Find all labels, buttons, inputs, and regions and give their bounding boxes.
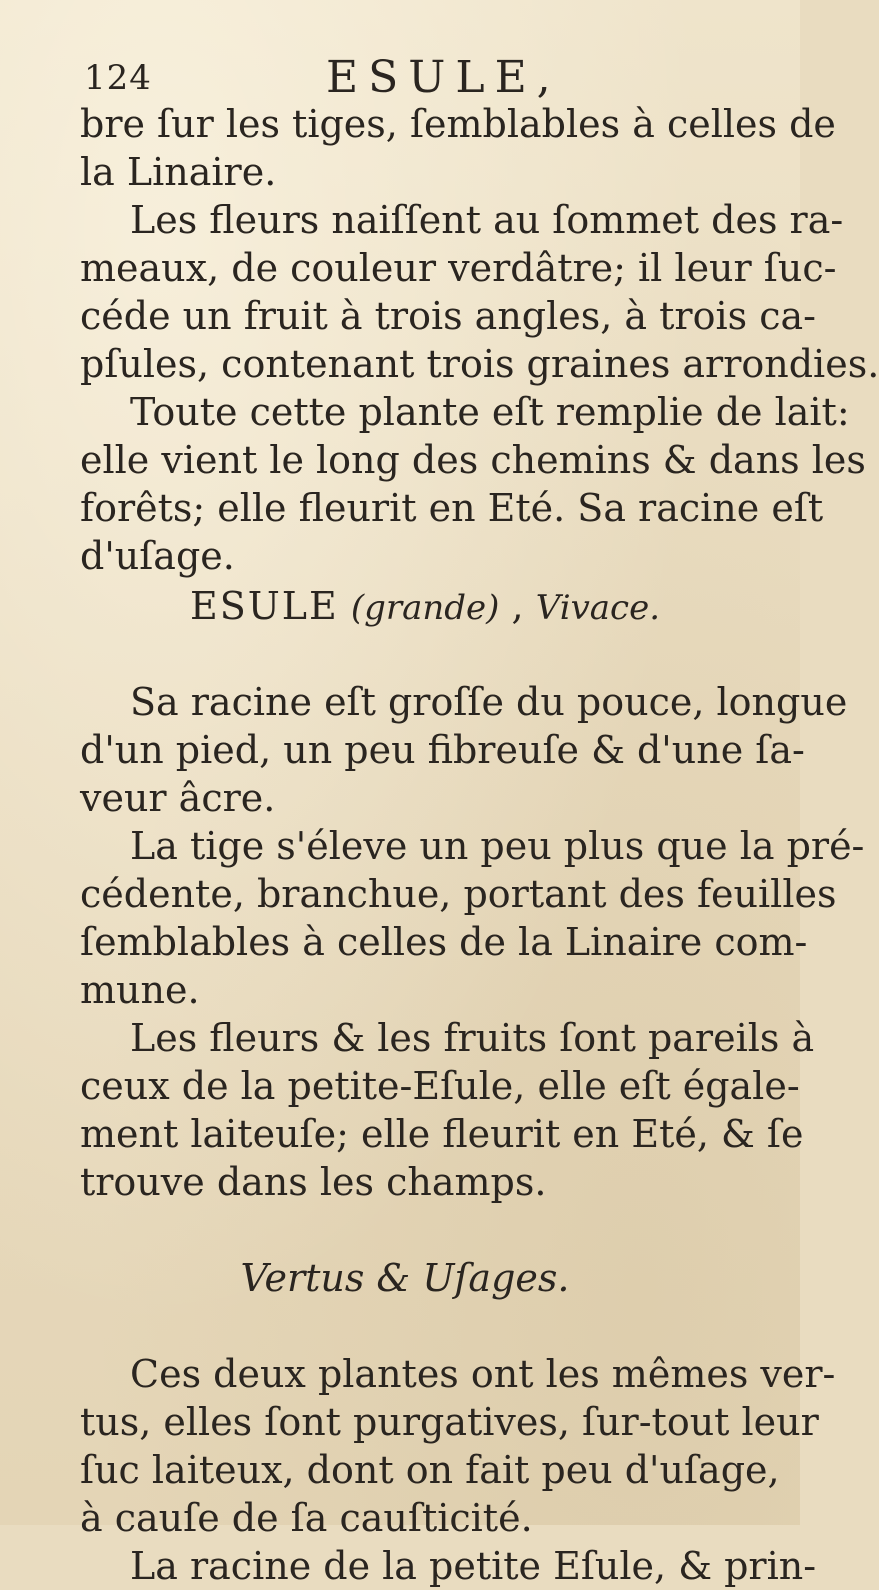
running-head (84, 52, 724, 102)
section-title: Vertus & Uſages. (240, 1256, 570, 1300)
paragraph-2 (80, 196, 879, 388)
text-line: ſuc laiteux, dont on fait peu d'uſage, (80, 1448, 780, 1492)
text-line: Ces deux plantes ont les mêmes ver- (130, 1352, 836, 1396)
paragraph-1 (80, 100, 836, 196)
paragraph-6 (80, 1014, 815, 1206)
running-head-title: ESULE, (326, 52, 561, 103)
text-line: bre ſur les tiges, ſemblables à celles de (80, 102, 836, 146)
text-line: mune. (80, 968, 200, 1012)
heading-separator: , (511, 584, 524, 628)
text-line: ſemblables à celles de la Linaire com- (80, 920, 808, 964)
paragraph-5 (80, 822, 865, 1014)
text-line: Sa racine eſt groſſe du pouce, longue (130, 680, 848, 724)
text-line: la Linaire. (80, 150, 277, 194)
paragraph-8 (80, 1542, 817, 1590)
heading-paren: (grande) (350, 588, 500, 628)
body-text (80, 100, 879, 1590)
text-line: à cauſe de ſa cauſticité. (80, 1496, 533, 1540)
text-line: La racine de la petite Eſule, & prin- (130, 1544, 817, 1588)
paragraph-7 (80, 1350, 836, 1542)
plant-heading (80, 582, 770, 630)
text-line: trouve dans les champs. (80, 1160, 547, 1204)
paragraph-4 (80, 678, 848, 822)
text-line: ment laiteuſe; elle fleurit en Eté, & ſe (80, 1112, 804, 1156)
text-line: forêts; elle fleurit en Eté. Sa racine eſt (80, 486, 824, 530)
text-line: La tige s'éleve un peu plus que la pré- (130, 824, 865, 868)
text-line: elle vient le long des chemins & dans les (80, 438, 866, 482)
paragraph-3 (80, 388, 866, 580)
text-line: tus, elles ſont purgatives, ſur-tout leur (80, 1400, 819, 1444)
text-line: ceux de la petite-Eſule, elle eſt égale- (80, 1064, 800, 1108)
text-line: d'un pied, un peu fibreuſe & d'une ſa- (80, 728, 805, 772)
text-line: pſules, contenant trois graines arrondies. (80, 342, 879, 386)
text-line: céde un fruit à trois angles, à trois ca- (80, 294, 816, 338)
text-line: Toute cette plante eſt remplie de lait: (130, 390, 850, 434)
text-line: d'uſage. (80, 534, 235, 578)
text-line: cédente, branchue, portant des feuilles (80, 872, 837, 916)
page-number: 124 (84, 58, 152, 98)
text-line: Les fleurs naiſſent au ſommet des ra- (130, 198, 844, 242)
text-line: veur âcre. (80, 776, 276, 820)
text-line: meaux, de couleur verdâtre; il leur ſuc- (80, 246, 837, 290)
heading-main: ESULE (189, 584, 339, 628)
text-line: Les fleurs & les fruits ſont pareils à (130, 1016, 815, 1060)
heading-note: Vivace. (535, 588, 661, 628)
